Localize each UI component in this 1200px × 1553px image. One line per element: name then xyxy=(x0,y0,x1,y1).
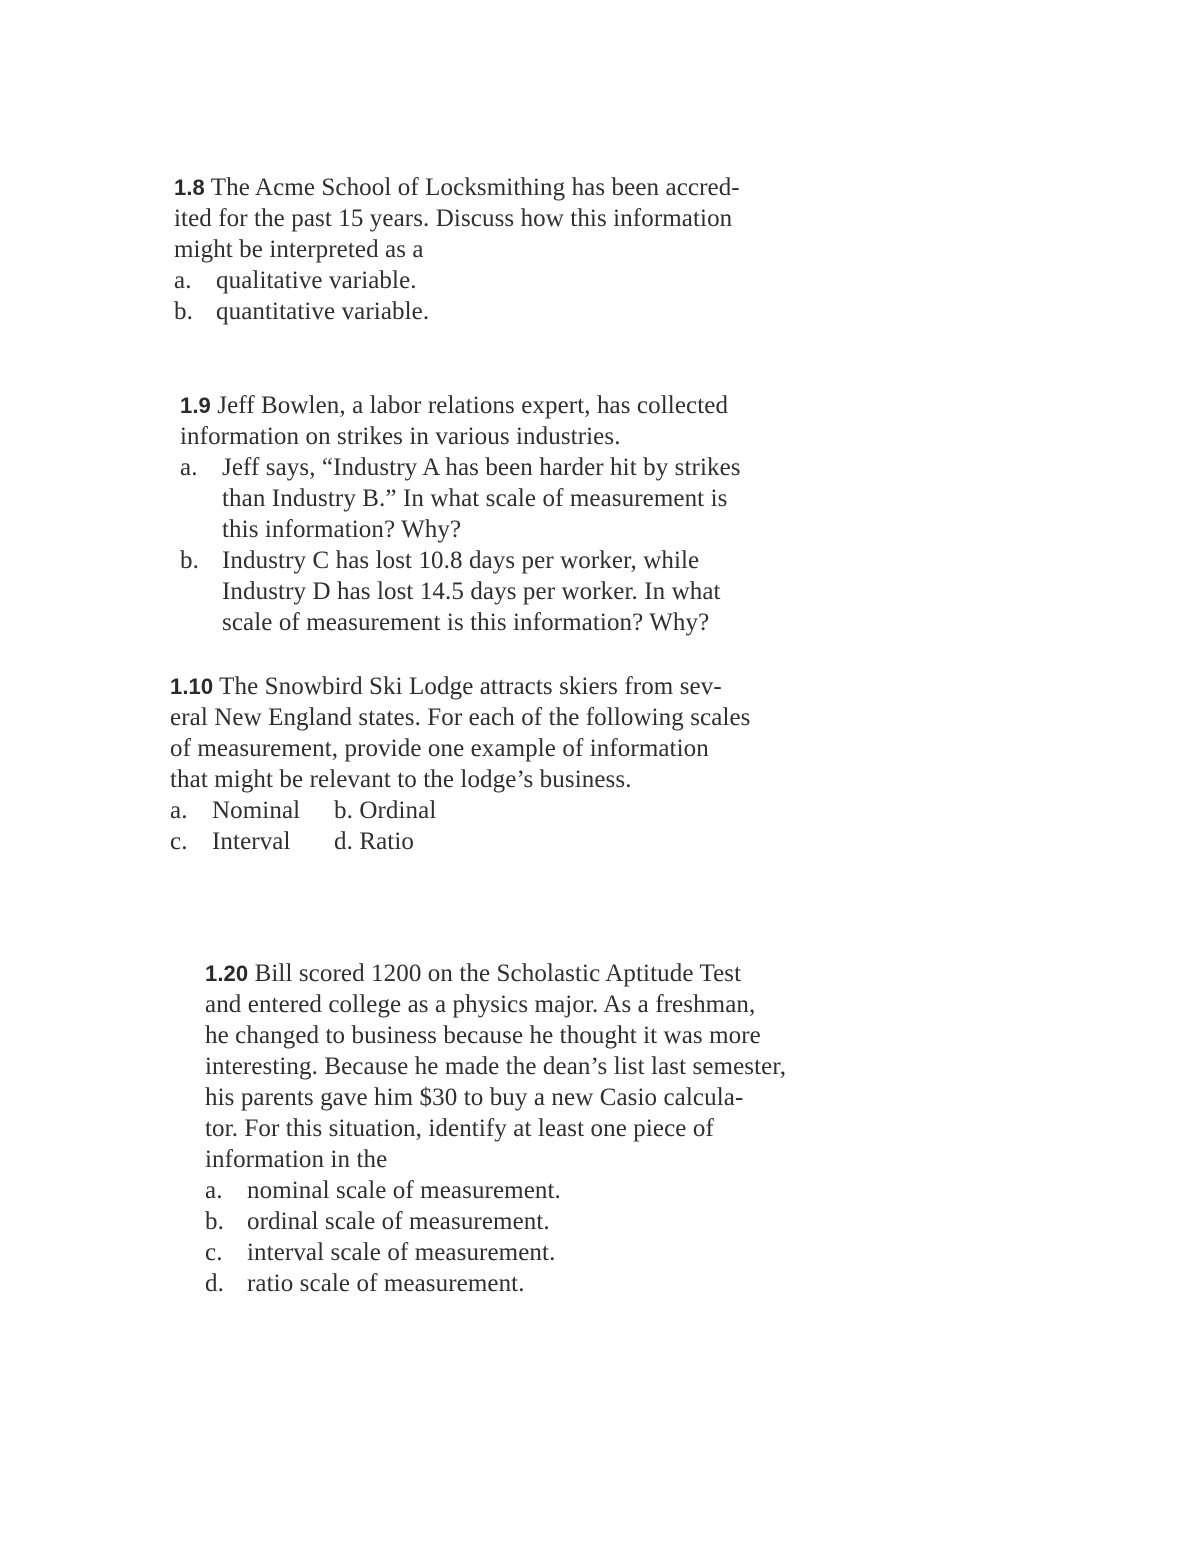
problem-stem-line: he changed to business because he thought it was more xyxy=(205,1022,761,1049)
problem-stem-line: 1.9 Jeff Bowlen, a labor relations expert, has collected xyxy=(180,392,729,419)
option-a xyxy=(170,795,334,826)
option-letter: a. xyxy=(170,797,188,824)
problem-stem-line: that might be relevant to the lodge’s business. xyxy=(170,766,632,793)
option-b xyxy=(174,296,740,327)
problem-stem-line: interesting. Because he made the dean’s list last semester, xyxy=(205,1053,787,1080)
option-grid xyxy=(170,795,751,857)
problem-1-8 xyxy=(174,172,740,327)
option-letter: d. xyxy=(205,1270,224,1297)
option-d xyxy=(334,826,534,857)
problem-stem-line: information in the xyxy=(205,1146,388,1173)
option-b xyxy=(334,795,534,826)
option-text: quantitative variable. xyxy=(216,298,430,325)
option-c xyxy=(205,1237,786,1268)
option-text: ordinal scale of measurement. xyxy=(247,1208,550,1235)
option-text: ratio scale of measurement. xyxy=(247,1270,525,1297)
problem-stem-line: ited for the past 15 years. Discuss how this information xyxy=(174,205,733,232)
problem-number: 1.9 xyxy=(180,393,211,418)
problem-1-9 xyxy=(180,390,741,638)
option-text: qualitative variable. xyxy=(216,267,417,294)
option-text-line: scale of measurement is this information? Why? xyxy=(222,609,710,636)
option-d xyxy=(205,1268,786,1299)
problem-stem-line: 1.8 The Acme School of Locksmithing has been accred- xyxy=(174,174,740,201)
option-text: Interval xyxy=(212,828,291,855)
problem-stem-line: eral New England states. For each of the following scales xyxy=(170,704,751,731)
option-letter: b. xyxy=(174,298,193,325)
option-letter: a. xyxy=(180,454,198,481)
option-text-line: than Industry B.” In what scale of measurement is xyxy=(222,485,728,512)
problem-stem-line: 1.20 Bill scored 1200 on the Scholastic Aptitude Test xyxy=(205,960,742,987)
option-a xyxy=(174,265,740,296)
option-letter: d. xyxy=(334,828,353,855)
option-text-line: Industry C has lost 10.8 days per worker, while xyxy=(222,547,700,574)
option-letter: a. xyxy=(205,1177,223,1204)
option-c xyxy=(170,826,334,857)
option-letter: b. xyxy=(205,1208,224,1235)
option-letter: c. xyxy=(170,828,188,855)
problem-stem-line: and entered college as a physics major. As a freshman, xyxy=(205,991,756,1018)
option-text-line: this information? Why? xyxy=(222,516,462,543)
problem-stem-line: of measurement, provide one example of information xyxy=(170,735,709,762)
option-text-line: Industry D has lost 14.5 days per worker. In what xyxy=(222,578,721,605)
problem-stem-line: 1.10 The Snowbird Ski Lodge attracts skiers from sev- xyxy=(170,673,722,700)
problem-stem-line: his parents gave him $30 to buy a new Casio calcula- xyxy=(205,1084,744,1111)
option-letter: b. xyxy=(180,547,199,574)
option-text: Ratio xyxy=(359,828,414,855)
option-text: nominal scale of measurement. xyxy=(247,1177,561,1204)
problem-number: 1.8 xyxy=(174,175,205,200)
problem-stem-line: information on strikes in various industries. xyxy=(180,423,621,450)
option-letter: c. xyxy=(205,1239,223,1266)
problem-stem-line: might be interpreted as a xyxy=(174,236,424,263)
option-text-line: Jeff says, “Industry A has been harder hit by strikes xyxy=(222,454,741,481)
problem-number: 1.20 xyxy=(205,961,249,986)
problem-number: 1.10 xyxy=(170,674,214,699)
option-text: Ordinal xyxy=(359,797,437,824)
option-b xyxy=(205,1206,786,1237)
option-letter: a. xyxy=(174,267,192,294)
option-a xyxy=(205,1175,786,1206)
option-text: Nominal xyxy=(212,797,301,824)
option-text: interval scale of measurement. xyxy=(247,1239,556,1266)
option-b xyxy=(180,545,741,638)
problem-stem-line: tor. For this situation, identify at least one piece of xyxy=(205,1115,714,1142)
problem-1-10 xyxy=(170,671,751,857)
problem-1-20 xyxy=(205,958,786,1299)
option-letter: b. xyxy=(334,797,353,824)
option-a xyxy=(180,452,741,545)
